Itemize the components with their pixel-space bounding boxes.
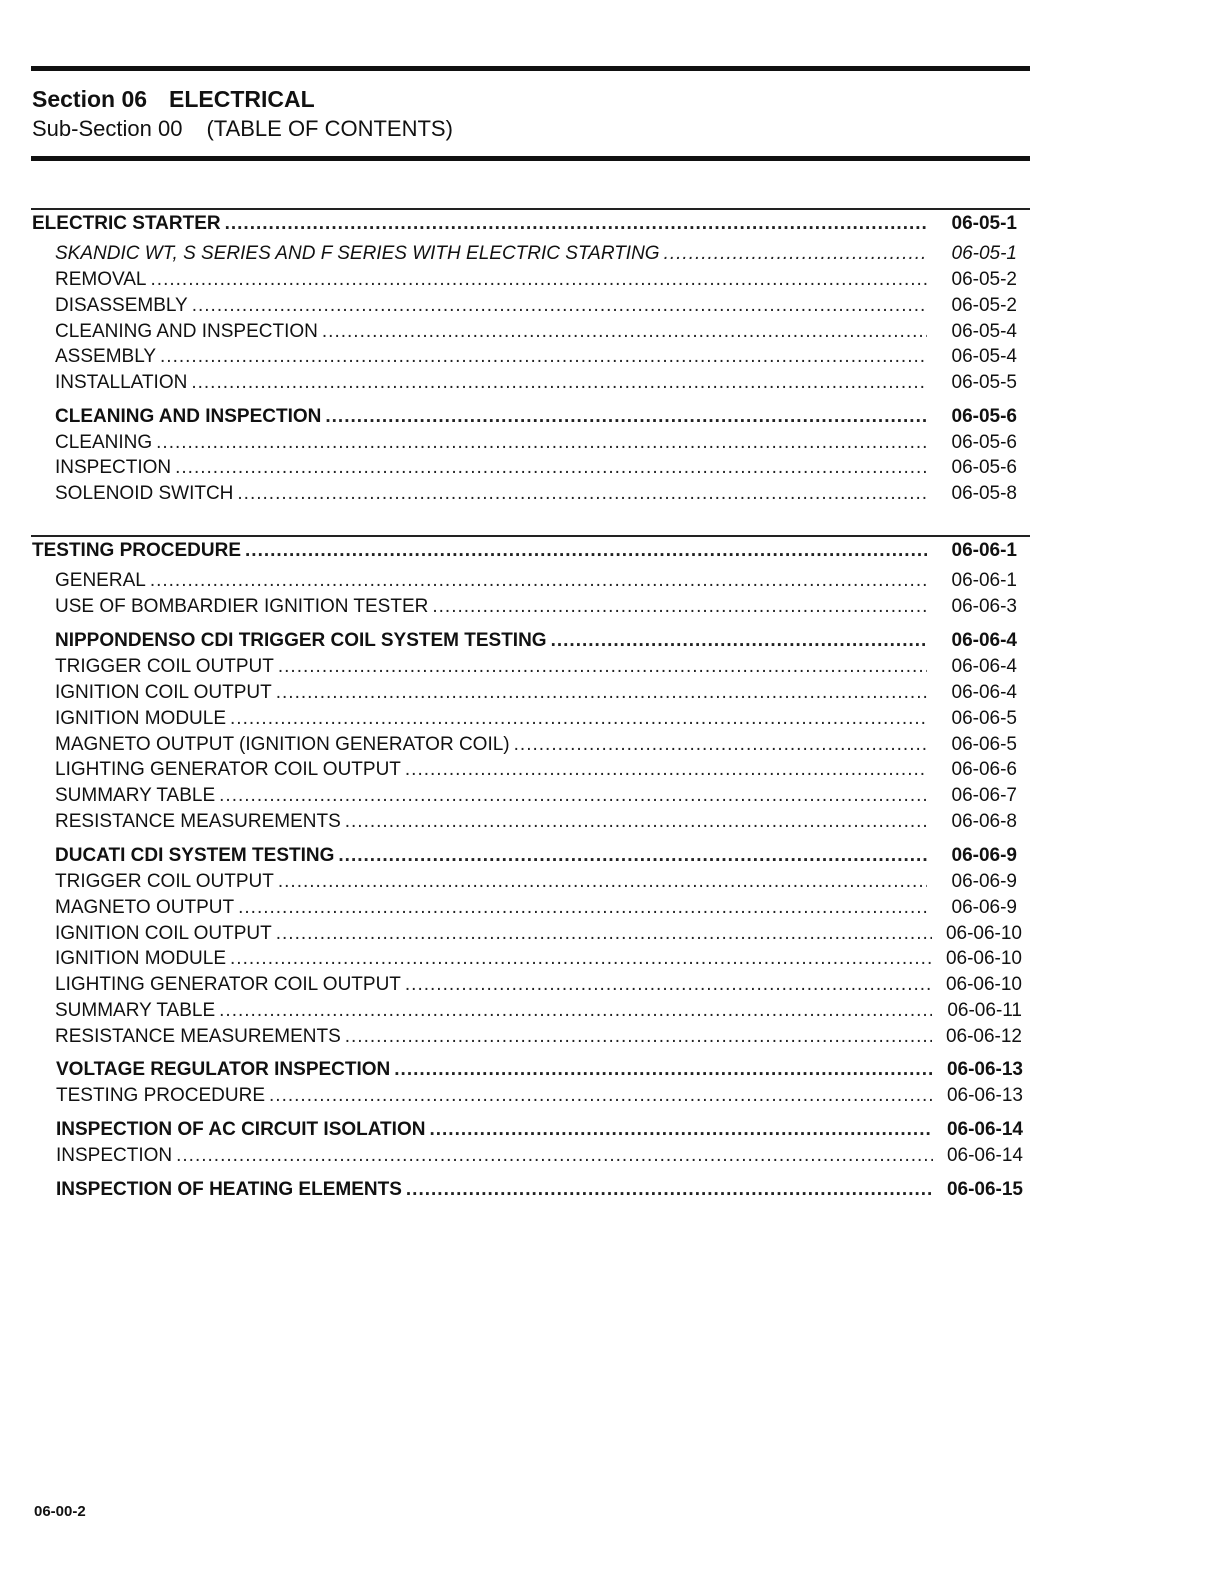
toc-page: 06-06-7 [951, 785, 1017, 806]
toc-page: 06-06-4 [951, 682, 1017, 703]
toc-label: INSTALLATION [55, 372, 188, 393]
dot-leader [191, 371, 927, 395]
page-number: 06-00-2 [34, 1503, 86, 1520]
toc-entry[interactable] [55, 268, 1017, 292]
toc-page: 06-05-2 [951, 295, 1017, 316]
toc-entry[interactable] [55, 294, 1017, 318]
toc-label: LIGHTING GENERATOR COIL OUTPUT [55, 974, 401, 995]
toc-entry[interactable] [55, 629, 1017, 653]
dot-leader [432, 595, 927, 619]
header-top-rule [31, 66, 1030, 71]
toc-page: 06-06-14 [946, 1145, 1023, 1166]
dot-leader [276, 681, 927, 705]
toc-page: 06-06-5 [951, 708, 1017, 729]
dot-leader [405, 758, 927, 782]
toc-entry[interactable] [55, 371, 1017, 395]
toc-label: LIGHTING GENERATOR COIL OUTPUT [55, 759, 401, 780]
toc-label: GENERAL [55, 570, 146, 591]
toc-label: SUMMARY TABLE [55, 1000, 216, 1021]
toc-label: IGNITION COIL OUTPUT [55, 682, 272, 703]
dot-leader [278, 870, 927, 894]
toc-page: 06-05-5 [951, 372, 1017, 393]
dot-leader [219, 784, 927, 808]
toc-label: RESISTANCE MEASUREMENTS [55, 811, 341, 832]
dot-leader [551, 629, 927, 653]
toc-label: DUCATI CDI SYSTEM TESTING [55, 845, 335, 866]
toc-page: 06-05-6 [951, 432, 1017, 453]
toc-label: CLEANING AND INSPECTION [55, 321, 318, 342]
section-heading [32, 86, 315, 113]
toc-page: 06-06-1 [951, 570, 1017, 591]
toc-page: 06-05-4 [951, 346, 1017, 367]
dot-leader [176, 1144, 933, 1168]
toc-label: MAGNETO OUTPUT [55, 897, 235, 918]
toc-label: IGNITION MODULE [55, 708, 227, 729]
toc-page: 06-05-1 [951, 243, 1017, 264]
toc-label: TRIGGER COIL OUTPUT [55, 871, 274, 892]
subsection-number: Sub-Section 00 [32, 116, 183, 141]
dot-leader [192, 294, 927, 318]
toc-entry[interactable] [55, 784, 1017, 808]
toc-entry[interactable] [55, 431, 1017, 455]
toc-label: USE OF BOMBARDIER IGNITION TESTER [55, 596, 429, 617]
dot-leader [269, 1084, 933, 1108]
subsection-heading [32, 116, 453, 142]
toc-page: 06-06-15 [946, 1179, 1023, 1200]
dot-leader [394, 1058, 933, 1082]
toc-page: 06-06-10 [945, 948, 1022, 969]
toc-entry[interactable] [55, 1025, 1022, 1049]
dot-leader [345, 810, 927, 834]
toc-entry[interactable] [32, 212, 1017, 236]
toc-page: 06-06-10 [945, 923, 1022, 944]
toc-label: IGNITION MODULE [55, 948, 227, 969]
dot-leader [325, 405, 927, 429]
toc-entry[interactable] [55, 345, 1017, 369]
dot-leader [225, 212, 927, 236]
toc-page: 06-06-8 [951, 811, 1017, 832]
toc-label: SKANDIC WT, S SERIES AND F SERIES WITH ELECTRIC STARTING [55, 243, 660, 264]
dot-leader [338, 844, 927, 868]
toc-entry[interactable] [55, 947, 1022, 971]
toc-page: 06-05-6 [951, 457, 1017, 478]
toc-page: 06-06-5 [951, 734, 1017, 755]
toc-entry[interactable] [55, 405, 1017, 429]
toc-entry[interactable] [55, 242, 1017, 266]
toc-entry[interactable] [55, 922, 1022, 946]
dot-leader [664, 242, 927, 266]
toc-entry[interactable] [55, 844, 1017, 868]
toc-page: 06-06-9 [951, 845, 1017, 866]
group-rule-testing-procedure [31, 535, 1030, 537]
toc-entry[interactable] [55, 482, 1017, 506]
dot-leader [245, 539, 927, 563]
toc-page: 06-06-12 [945, 1026, 1022, 1047]
toc-page: 06-06-13 [946, 1085, 1023, 1106]
dot-leader [429, 1118, 933, 1142]
toc-label: VOLTAGE REGULATOR INSPECTION [56, 1059, 391, 1080]
toc-label: TESTING PROCEDURE [56, 1085, 266, 1106]
dot-leader [322, 320, 927, 344]
toc-label: TRIGGER COIL OUTPUT [55, 656, 274, 677]
toc-label: INSPECTION [55, 457, 172, 478]
toc-label: MAGNETO OUTPUT (IGNITION GENERATOR COIL) [55, 734, 510, 755]
dot-leader [278, 655, 927, 679]
toc-label: NIPPONDENSO CDI TRIGGER COIL SYSTEM TESTING [55, 630, 547, 651]
section-title: ELECTRICAL [169, 86, 315, 112]
dot-leader [405, 973, 932, 997]
toc-entry[interactable] [55, 810, 1017, 834]
toc-page: 06-05-8 [951, 483, 1017, 504]
toc-page: 06-06-13 [946, 1059, 1023, 1080]
dot-leader [514, 733, 927, 757]
dot-leader [150, 569, 927, 593]
section-number: Section 06 [32, 86, 148, 112]
dot-leader [151, 268, 927, 292]
toc-page: 06-05-4 [951, 321, 1017, 342]
toc-page: 06-06-9 [951, 897, 1017, 918]
toc-entry[interactable] [32, 539, 1017, 563]
dot-leader [230, 707, 927, 731]
dot-leader [156, 431, 927, 455]
toc-page: 06-06-11 [947, 1000, 1022, 1021]
dot-leader [230, 947, 932, 971]
header-bottom-rule [31, 156, 1030, 161]
toc-label: INSPECTION OF AC CIRCUIT ISOLATION [56, 1119, 426, 1140]
group-rule-electric-starter [31, 208, 1030, 210]
toc-entry[interactable] [55, 655, 1017, 679]
toc-page: 06-05-1 [951, 213, 1017, 234]
toc-label: RESISTANCE MEASUREMENTS [55, 1026, 341, 1047]
toc-page: 06-06-14 [946, 1119, 1023, 1140]
toc-page: 06-05-2 [951, 269, 1017, 290]
toc-label: ELECTRIC STARTER [32, 213, 221, 234]
toc-entry[interactable] [55, 681, 1017, 705]
dot-leader [160, 345, 927, 369]
toc-entry[interactable] [55, 758, 1017, 782]
toc-page: 06-06-10 [945, 974, 1022, 995]
toc-page: 06-06-1 [951, 540, 1017, 561]
dot-leader [237, 482, 927, 506]
toc-entry[interactable] [56, 1118, 1023, 1142]
toc-entry[interactable] [55, 733, 1017, 757]
dot-leader [238, 896, 927, 920]
toc-entry[interactable] [55, 569, 1017, 593]
toc-page: 06-06-4 [951, 656, 1017, 677]
dot-leader [175, 456, 927, 480]
toc-page: 06-06-4 [951, 630, 1017, 651]
toc-entry[interactable] [55, 595, 1017, 619]
toc-label: ASSEMBLY [55, 346, 157, 367]
toc-entry[interactable] [55, 707, 1017, 731]
toc-label: DISASSEMBLY [55, 295, 188, 316]
toc-label: INSPECTION [56, 1145, 173, 1166]
dot-leader [276, 922, 932, 946]
toc-entry[interactable] [56, 1178, 1023, 1202]
subsection-title: (TABLE OF CONTENTS) [206, 116, 453, 141]
toc-entry[interactable] [56, 1058, 1023, 1082]
toc-entry[interactable] [55, 973, 1022, 997]
toc-entry[interactable] [56, 1084, 1023, 1108]
toc-entry[interactable] [55, 320, 1017, 344]
toc-entry[interactable] [55, 896, 1017, 920]
dot-leader [406, 1178, 933, 1202]
toc-entry[interactable] [55, 456, 1017, 480]
toc-label: IGNITION COIL OUTPUT [55, 923, 272, 944]
toc-label: INSPECTION OF HEATING ELEMENTS [56, 1179, 402, 1200]
toc-label: CLEANING AND INSPECTION [55, 406, 322, 427]
toc-page: 06-06-6 [951, 759, 1017, 780]
toc-page: 06-06-9 [951, 871, 1017, 892]
toc-label: CLEANING [55, 432, 153, 453]
dot-leader [219, 999, 932, 1023]
toc-label: TESTING PROCEDURE [32, 540, 242, 561]
toc-entry[interactable] [55, 870, 1017, 894]
toc-label: SOLENOID SWITCH [55, 483, 234, 504]
toc-label: SUMMARY TABLE [55, 785, 216, 806]
toc-label: REMOVAL [55, 269, 147, 290]
toc-page: 06-05-6 [951, 406, 1017, 427]
toc-page: 06-06-3 [951, 596, 1017, 617]
dot-leader [345, 1025, 932, 1049]
toc-entry[interactable] [56, 1144, 1023, 1168]
toc-entry[interactable] [55, 999, 1022, 1023]
